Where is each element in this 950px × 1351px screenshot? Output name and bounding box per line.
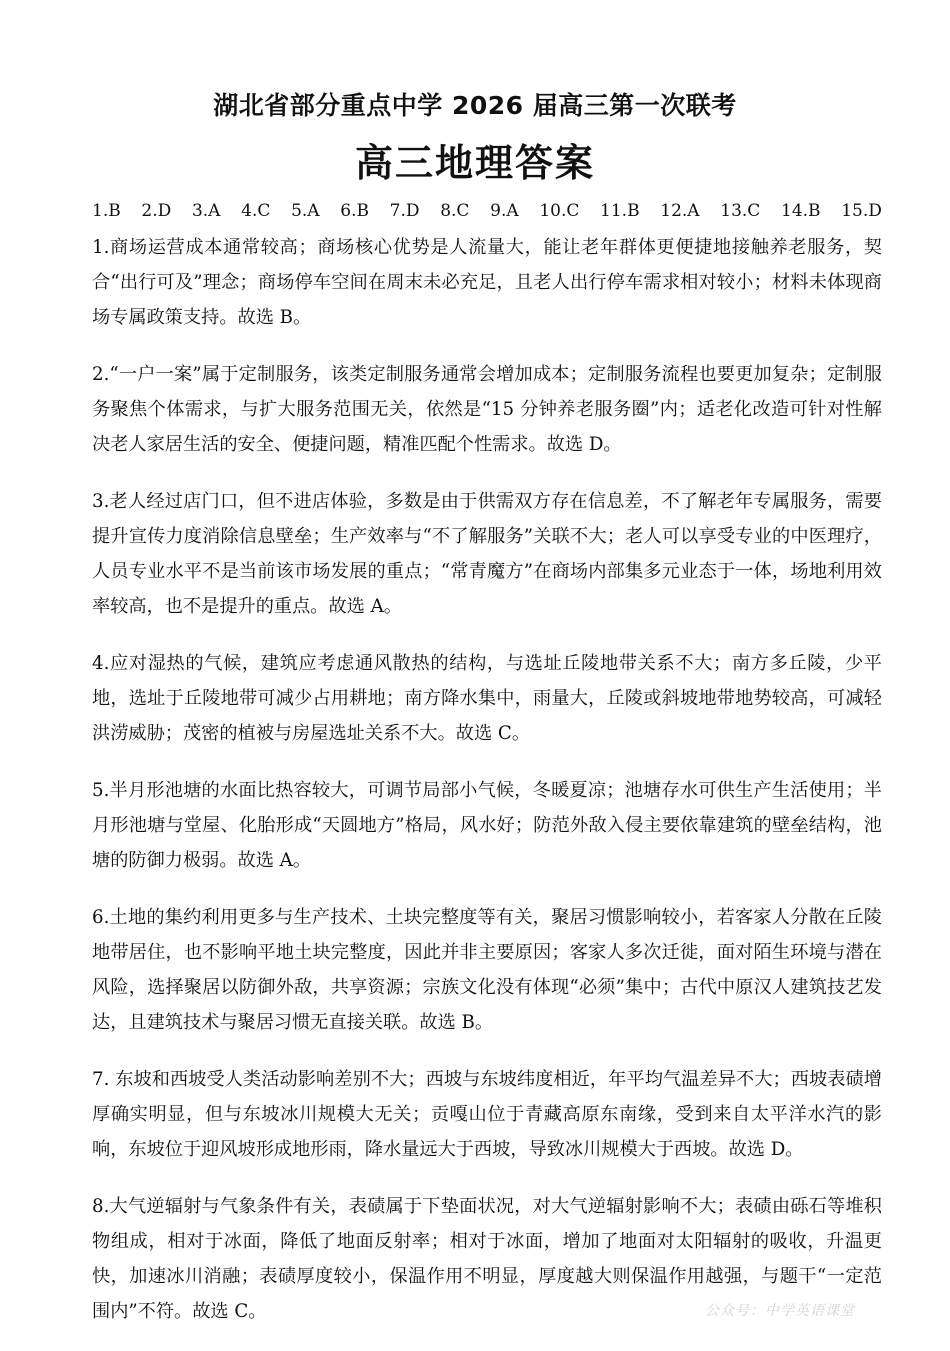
explanations-section [92,230,882,1351]
explanation-paragraph: 3.老人经过店门口，但不进店体验，多数是由于供需双方存在信息差，不了解老年专属服务，需要提升宣传力度消除信息壁垒；生产效率与“不了解服务”关联不大；老人可以享受专业的中医理疗，人员专业水平不是当前该市场发展的重点；“常青魔方”在商场内部集多元业态于一体，场地利用效率较高，也不是提升的重点。故选 A。 [92,491,882,617]
answer-key-item: 7.D [389,201,420,221]
answer-key-item: 8.C [440,201,470,221]
explanation-paragraph: 7. 东坡和西坡受人类活动影响差别不大；西坡与东坡纬度相近，年平均气温差异不大；西坡表碛增厚确实明显，但与东坡冰川规模大无关；贡嘎山位于青藏高原东南缘，受到来自太平洋水汽的影响，东坡位于迎风坡形成地形雨，降水量远大于西坡，导致冰川规模大于西坡。故选 D。 [92,1069,882,1160]
answer-key-item: 2.D [141,201,172,221]
watermark: 公众号：中学英语课堂 [705,1303,855,1319]
page-title: 高三地理答案 [354,141,595,185]
answer-key-item: 1.B [92,201,121,221]
answer-key-row [92,201,882,221]
answer-key-item: 15.D [841,201,882,221]
explanation-paragraph: 8.大气逆辐射与气象条件有关，表碛属于下垫面状况，对大气逆辐射影响不大；表碛由砾石等堆积物组成，相对于冰面，降低了地面反射率；相对于冰面，增加了地面对太阳辐射的吸收，升温更快，加速冰川消融；表碛厚度较小，保温作用不明显，厚度越大则保温作用越强，与题干“一定范围内”不符。故选 C。 [92,1196,882,1322]
answer-key-item: 12.A [660,201,700,221]
answer-key-item: 6.B [340,201,369,221]
answer-key-item: 13.C [720,201,761,221]
answer-key-item: 14.B [781,201,821,221]
answer-key-item: 10.C [539,201,580,221]
explanation-paragraph: 6.土地的集约利用更多与生产技术、土块完整度等有关，聚居习惯影响较小，若客家人分散在丘陵地带居住，也不影响平地土块完整度，因此并非主要原因；客家人多次迁徙，面对陌生环境与潜在风险，选择聚居以防御外敌，共享资源；宗族文化没有体现“必须”集中；古代中原汉人建筑技艺发达，且建筑技术与聚居习惯无直接关联。故选 B。 [92,907,882,1033]
explanation-paragraph: 5.半月形池塘的水面比热容较大，可调节局部小气候，冬暖夏凉；池塘存水可供生产生活使用；半月形池塘与堂屋、化胎形成“天圆地方”格局，风水好；防范外敌入侵主要依靠建筑的壁垒结构，池塘的防御力极弱。故选 A。 [92,780,882,871]
answer-key-item: 4.C [241,201,271,221]
explanation-paragraph: 2.“一户一案”属于定制服务，该类定制服务通常会增加成本；定制服务流程也要更加复杂；定制服务聚焦个体需求，与扩大服务范围无关，依然是“15 分钟养老服务圈”内；适老化改造可针对性解决老人家居生活的安全、便捷问题，精准匹配个性需求。故选 D。 [92,364,882,455]
explanation-paragraph: 4.应对湿热的气候，建筑应考虑通风散热的结构，与选址丘陵地带关系不大；南方多丘陵，少平地，选址于丘陵地带可减少占用耕地；南方降水集中，雨量大，丘陵或斜坡地带地势较高，可减轻洪涝威胁；茂密的植被与房屋选址关系不大。故选 C。 [92,653,882,744]
explanation-paragraph: 1.商场运营成本通常较高；商场核心优势是人流量大，能让老年群体更便捷地接触养老服务，契合“出行可及”理念；商场停车空间在周末未必充足，且老人出行停车需求相对较小；材料未体现商场专属政策支持。故选 B。 [92,237,882,328]
answer-key-item: 5.A [291,201,320,221]
answer-key-item: 11.B [600,201,640,221]
exam-subtitle: 湖北省部分重点中学 2026 届高三第一次联考 [213,91,737,120]
answer-key-item: 3.A [191,201,221,221]
answer-key-item: 9.A [490,201,519,221]
